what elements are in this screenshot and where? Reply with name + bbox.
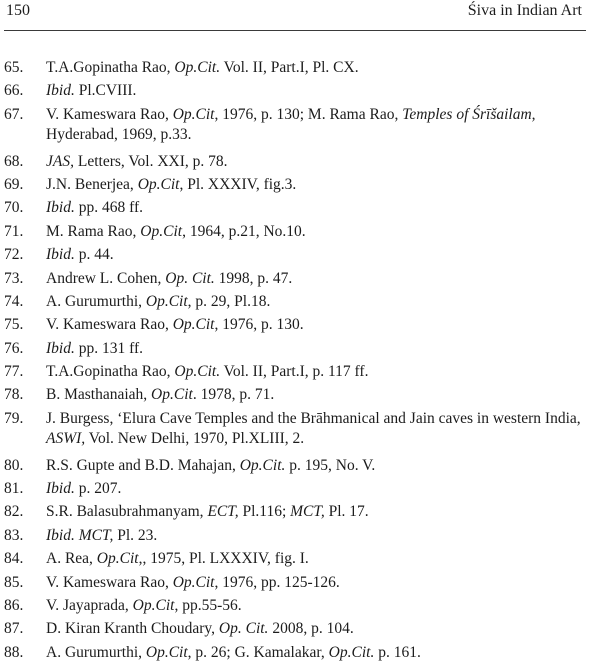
endnote-number: 69. — [4, 175, 24, 193]
note-italic-text: Ibid. — [46, 199, 75, 217]
note-italic-text: Op.Cit — [96, 550, 139, 568]
note-text: V. Kameswara Rao, — [46, 573, 173, 591]
endnote-number: 83. — [4, 526, 24, 544]
note-italic-text: Ibid. — [46, 82, 75, 100]
note-italic-text: Op.Cit. — [174, 59, 221, 76]
endnote-number: 82. — [4, 503, 24, 521]
note-text: A. Gurumurthi, — [46, 643, 146, 661]
note-italic-text: Op.Cit. — [174, 363, 221, 381]
endnote-item — [4, 526, 592, 549]
note-italic-text: MCT, — [290, 503, 325, 521]
endnote-text — [46, 596, 592, 616]
endnote-item — [4, 105, 592, 152]
note-text: , Pl. XXXIV, fig.3. — [179, 175, 297, 193]
endnote-number: 86. — [4, 597, 24, 615]
note-text: S.R. Balasubrahmanyam, — [46, 503, 208, 521]
endnote-text — [46, 245, 592, 265]
note-text: , pp.55-56. — [174, 597, 242, 615]
endnote-number: 75. — [4, 316, 24, 334]
note-italic-text: Op.Cit — [145, 643, 188, 661]
endnote-text — [46, 269, 592, 289]
note-italic-text: Op.Cit. — [239, 456, 286, 474]
note-text: V. Jayaprada, — [46, 597, 133, 615]
endnote-item — [4, 245, 592, 268]
endnote-text — [46, 456, 592, 476]
endnote-text — [46, 643, 592, 663]
note-text: p. 44. — [74, 246, 114, 264]
endnote-item — [4, 269, 592, 292]
endnote-text — [46, 292, 592, 312]
note-text: Andrew L. Cohen, — [46, 269, 166, 287]
endnote-number: 79. — [4, 409, 24, 427]
endnote-text — [46, 175, 592, 195]
endnote-text — [46, 526, 592, 546]
note-italic-text: Op.Cit. — [328, 643, 375, 661]
endnote-number: 80. — [4, 456, 24, 474]
endnote-item — [4, 315, 592, 338]
note-text: M. Rama Rao, — [46, 222, 141, 240]
note-text: , 1964, p.21, No.10. — [182, 222, 306, 240]
endnote-text — [46, 222, 592, 242]
note-text: J. Burgess, ‘Elura Cave Temples and the Brāhmanical and Jain caves in western India, — [46, 409, 581, 427]
note-italic-text: Temples of Śrīšailam, — [402, 105, 536, 123]
endnote-text — [46, 152, 592, 172]
note-text: ,, 1975, Pl. LXXXIV, fig. I. — [138, 550, 309, 568]
note-text: , 1976, pp. 125-126. — [214, 573, 340, 591]
note-text: , p. 26; G. Kamalakar, — [187, 643, 329, 661]
note-italic-text: Ibid. — [46, 480, 75, 498]
note-text: V. Kameswara Rao, — [46, 105, 173, 123]
endnote-item — [4, 339, 592, 362]
note-text: . 1978, p. 71. — [192, 386, 275, 404]
note-italic-text: Op.Cit — [172, 105, 215, 123]
note-italic-text: Op. Cit. — [218, 620, 269, 638]
note-italic-text: Op.Cit — [172, 573, 215, 591]
page-number: 150 — [6, 2, 30, 19]
endnote-number: 71. — [4, 222, 24, 240]
note-italic-text: ASWI, — [46, 429, 86, 447]
endnote-number: 85. — [4, 573, 24, 591]
endnote-text — [46, 81, 592, 101]
endnote-text — [46, 619, 592, 639]
note-text: D. Kiran Kranth Choudary, — [46, 620, 219, 638]
endnote-number: 84. — [4, 550, 24, 568]
endnote-number: 87. — [4, 620, 24, 638]
endnote-item — [4, 292, 592, 315]
endnote-text — [46, 198, 592, 218]
endnote-item — [4, 198, 592, 221]
note-text: , p. 29, Pl.18. — [187, 292, 271, 310]
endnote-item — [4, 362, 592, 385]
endnote-item — [4, 81, 592, 104]
endnote-number: 70. — [4, 199, 24, 217]
endnote-text — [46, 385, 592, 405]
endnote-number: 76. — [4, 339, 24, 357]
endnote-number: 88. — [4, 643, 24, 661]
note-text: 1998, p. 47. — [214, 269, 293, 287]
note-italic-text: Ibid. — [46, 246, 75, 264]
endnote-item — [4, 549, 592, 572]
note-text: Vol. II, Part.I, Pl. CX. — [220, 59, 359, 76]
endnote-number: 81. — [4, 480, 24, 498]
endnote-text — [46, 105, 592, 145]
note-italic-text: Op. Cit. — [165, 269, 215, 287]
note-italic-text: Op.Cit — [145, 292, 188, 310]
note-italic-text: Op.Cit — [132, 597, 175, 615]
endnote-text — [46, 502, 592, 522]
note-text: 2008, p. 104. — [268, 620, 354, 638]
note-text: pp. 131 ff. — [74, 339, 144, 357]
endnote-item — [4, 596, 592, 619]
header-rule — [4, 30, 586, 31]
endnote-number: 65. — [4, 59, 24, 76]
note-text: T.A.Gopinatha Rao, — [46, 59, 175, 76]
note-text: R.S. Gupte and B.D. Mahajan, — [46, 456, 240, 474]
note-italic-text: Op.Cit — [151, 386, 193, 404]
note-text: Letters, Vol. XXI, p. 78. — [73, 152, 228, 170]
endnote-item — [4, 456, 592, 479]
endnote-text — [46, 409, 592, 449]
endnote-item — [4, 619, 592, 642]
note-text: T.A.Gopinatha Rao, — [46, 363, 175, 381]
endnote-text — [46, 549, 592, 569]
endnote-text — [46, 58, 592, 78]
note-text: B. Masthanaiah, — [46, 386, 152, 404]
endnote-item — [4, 222, 592, 245]
note-text: Vol. II, Part.I, p. 117 ff. — [220, 363, 369, 381]
endnotes-list — [4, 58, 592, 666]
endnote-number: 66. — [4, 82, 24, 100]
note-italic-text: Op.Cit — [137, 175, 180, 193]
endnote-number: 77. — [4, 363, 24, 381]
note-text: Pl. 23. — [113, 526, 158, 544]
note-text: Pl.116; — [238, 503, 291, 521]
endnote-item — [4, 385, 592, 408]
page-header — [6, 2, 582, 20]
endnote-text — [46, 362, 592, 382]
endnote-item — [4, 479, 592, 502]
note-italic-text: Op.Cit — [172, 316, 215, 334]
note-italic-text: Ibid. MCT, — [46, 526, 114, 544]
note-text: pp. 468 ff. — [74, 199, 144, 217]
endnote-number: 73. — [4, 269, 24, 287]
note-text: , 1976, p. 130; M. Rama Rao, — [214, 105, 403, 123]
note-text: Vol. New Delhi, 1970, Pl.XLIII, 2. — [85, 429, 305, 447]
endnote-number: 78. — [4, 386, 24, 404]
endnote-text — [46, 479, 592, 499]
note-text: A. Gurumurthi, — [46, 292, 146, 310]
endnote-number: 72. — [4, 246, 24, 264]
endnote-item — [4, 152, 592, 175]
endnote-number: 74. — [4, 292, 24, 310]
endnote-item — [4, 175, 592, 198]
endnote-text — [46, 315, 592, 335]
endnote-item — [4, 58, 592, 81]
note-text: p. 207. — [74, 480, 122, 498]
endnote-continuation: Hyderabad, 1969, p.33. — [46, 125, 192, 143]
note-italic-text: ECT, — [207, 503, 239, 521]
note-text: p. 161. — [374, 643, 421, 661]
endnote-item — [4, 573, 592, 596]
note-text: , 1976, p. 130. — [214, 316, 304, 334]
note-text: V. Kameswara Rao, — [46, 316, 173, 334]
endnote-item — [4, 643, 592, 666]
endnote-number: 67. — [4, 105, 24, 123]
note-italic-text: JAS, — [46, 152, 74, 170]
endnote-item — [4, 409, 592, 456]
endnote-text — [46, 573, 592, 593]
note-italic-text: Op.Cit — [140, 222, 183, 240]
running-title: Śiva in Indian Art — [467, 2, 582, 19]
note-text: A. Rea, — [46, 550, 97, 568]
note-text: J.N. Benerjea, — [46, 175, 138, 193]
note-text: Pl. 17. — [324, 503, 369, 521]
endnote-item — [4, 502, 592, 525]
note-text: Pl.CVIII. — [74, 82, 137, 100]
note-italic-text: Ibid. — [46, 339, 75, 357]
endnote-number: 68. — [4, 152, 24, 170]
endnote-text — [46, 339, 592, 359]
endnote-continuation — [46, 429, 592, 449]
note-text: p. 195, No. V. — [285, 456, 376, 474]
